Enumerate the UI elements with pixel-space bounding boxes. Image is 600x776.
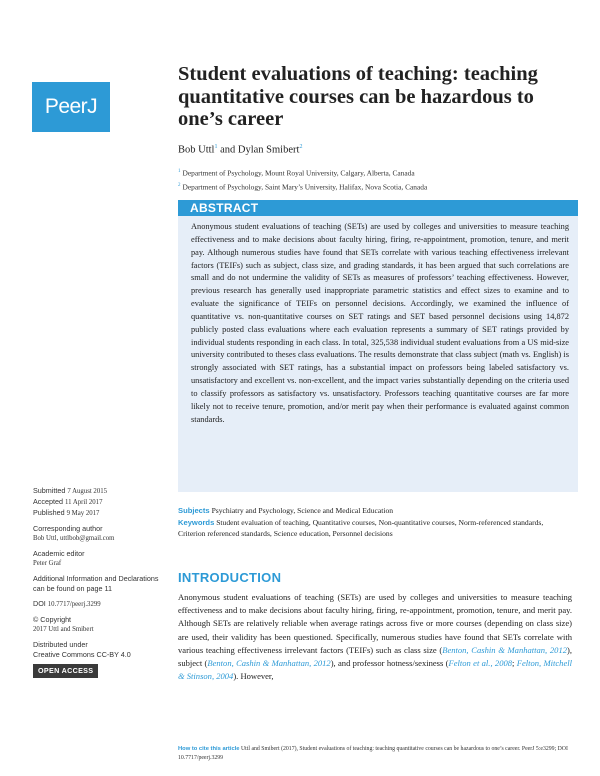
author-affiliation-marker: 2 (299, 144, 303, 150)
introduction-heading: INTRODUCTION (178, 570, 282, 585)
doi-label: DOI (33, 599, 46, 608)
affiliation-item (178, 165, 427, 179)
published-line (33, 508, 168, 519)
citation-link[interactable]: Felton et al., 2008 (448, 658, 513, 669)
keywords-label: Keywords (178, 517, 215, 527)
keywords-line (178, 517, 570, 540)
corresponding-label: Corresponding author (33, 524, 103, 533)
article-title: Student evaluations of teaching: teaching quantitative courses can be hazardous to one’s career (178, 63, 538, 130)
accepted-label: Accepted (33, 497, 63, 506)
abstract-heading-bar (178, 200, 578, 216)
citation-link[interactable]: Felton, Mitchell & Stinson, 2004 (178, 658, 572, 682)
affiliation-marker: 2 (178, 183, 181, 189)
introduction-text (178, 591, 572, 683)
open-access-badge: OPEN ACCESS (33, 664, 98, 678)
subjects-label: Subjects (178, 506, 210, 515)
submitted-date: 7 August 2015 (67, 488, 108, 495)
intro-text-segment: Anonymous student evaluations of teaching (SETs) are used by colleges and universities to measure teaching effectiveness and to make decisions about faculty hiring, firing, re-appointment, promotion, tenure, and merit pay. Although SETs are relatively reliable when average ratings across five or more courses (depending on class size) are used, their validity has been questioned. Specifically, numerous studies have found that SETs correlate with various teaching effectiveness irrelevant factors (TEIFs) such as class size ( (178, 592, 572, 655)
published-label: Published (33, 508, 65, 517)
accepted-date: 11 April 2017 (64, 499, 103, 506)
affiliation-text: Department of Psychology, Mount Royal University, Calgary, Alberta, Canada (182, 168, 415, 178)
submitted-label: Submitted (33, 486, 66, 495)
doi-link[interactable]: 10.7717/peerj.3299 (47, 601, 101, 608)
copyright-line (33, 615, 168, 625)
affiliation-item (178, 179, 427, 193)
how-to-cite-text: Uttl and Smibert (2017), Student evaluations of teaching: teaching quantitative courses can be hazardous to one’s career. PeerJ 5:e3299; DOI 10.7717/peerj.3299 (178, 746, 568, 761)
author-affiliation-marker: 1 (214, 144, 218, 150)
citation-link[interactable]: Benton, Cashin & Manhattan, 2012 (207, 658, 331, 669)
accepted-line (33, 497, 168, 508)
authors-joiner: and (220, 144, 236, 156)
additional-information-link[interactable]: Additional Information and Declarations can be found on page 11 (33, 574, 159, 593)
article-sidebar (33, 486, 168, 678)
intro-text-segment: ; (512, 658, 517, 669)
editor-label: Academic editor (33, 549, 85, 558)
license-line-1: Distributed under (33, 640, 88, 649)
abstract-text: Anonymous student evaluations of teaching (SETs) are used by colleges and universities to measure teaching effectiveness and to make decisions about faculty hiring, firing, re-appointment, promotion, tenure, and merit pay. Although numerous studies have found that SETs correlate with various teaching effectiveness irrelevant factors (TEIFs) such as subject, class size, and grading standards, it has been argued that such correlations are small and do not undermine the validity of SETs as measures of professors’ teaching effectiveness. However, previous research has generally used inappropriate parametric statistics and effect sizes to examine and to evaluate the significance of TEIFs on personnel decisions. Accordingly, we examined the influence of quantitative vs. non-quantitative courses on SET ratings and SET based personnel decisions using 14,872 publicly posted class evaluations where each evaluation represents a summary of SET ratings provided by individual students responding in each class. In total, 325,538 individual student evaluations from a US mid-size university contributed to theses class evaluations. The results demonstrate that class subject (math vs. English) is strongly associated with SET ratings, has a substantial impact on professors being labeled satisfactory vs. unsatisfactory and excellent vs. non-excellent, and the impact varies substantially depending on the criteria used to classify professors as satisfactory vs. unsatisfactory. Professors teaching quantitative courses are far more likely not to receive tenure, promotion, and/or merit pay when their performance is evaluated against common standards. (191, 222, 569, 424)
doi-line (33, 599, 168, 610)
citation-link[interactable]: Benton, Cashin & Manhattan, 2012 (442, 644, 567, 655)
logo-text: PeerJ (44, 95, 98, 118)
affiliation-marker: 1 (178, 169, 181, 174)
peerj-logo (32, 82, 110, 132)
affiliations (178, 165, 427, 194)
citation-footer (178, 745, 578, 762)
intro-text-segment: ), subject ( (178, 644, 572, 669)
copyright-holder: 2017 Uttl and Smibert (33, 626, 94, 633)
corresponding-author[interactable]: Bob Uttl, uttlbob@gmail.com (33, 535, 115, 542)
academic-editor: Peter Graf (33, 560, 62, 567)
copyright-label: Copyright (40, 615, 72, 624)
how-to-cite-label: How to cite this article (178, 746, 240, 752)
author-list (178, 144, 302, 156)
intro-text-segment: ), and professor hotness/sexiness ( (330, 658, 449, 669)
abstract-heading: ABSTRACT (190, 201, 259, 215)
intro-text-segment: ). However, (233, 671, 274, 682)
subjects-text[interactable]: Psychiatry and Psychology, Science and Medical Education (211, 506, 394, 515)
author-name[interactable]: Dylan Smibert (237, 144, 300, 156)
affiliation-text: Department of Psychology, Saint Mary’s University, Halifax, Nova Scotia, Canada (182, 182, 428, 192)
author-name[interactable]: Bob Uttl (178, 144, 215, 156)
subjects-line (178, 505, 570, 517)
license-link[interactable]: Creative Commons CC-BY 4.0 (33, 650, 131, 659)
submitted-line (33, 486, 168, 497)
published-date: 9 May 2017 (66, 510, 100, 517)
subjects-keywords (178, 505, 570, 540)
copyright-icon: © (33, 615, 39, 624)
keywords-text: Student evaluation of teaching, Quantitative courses, Non-quantitative courses, Norm-referenced standards, Criterion referenced standards, Science education, Personnel decisions (178, 517, 544, 538)
